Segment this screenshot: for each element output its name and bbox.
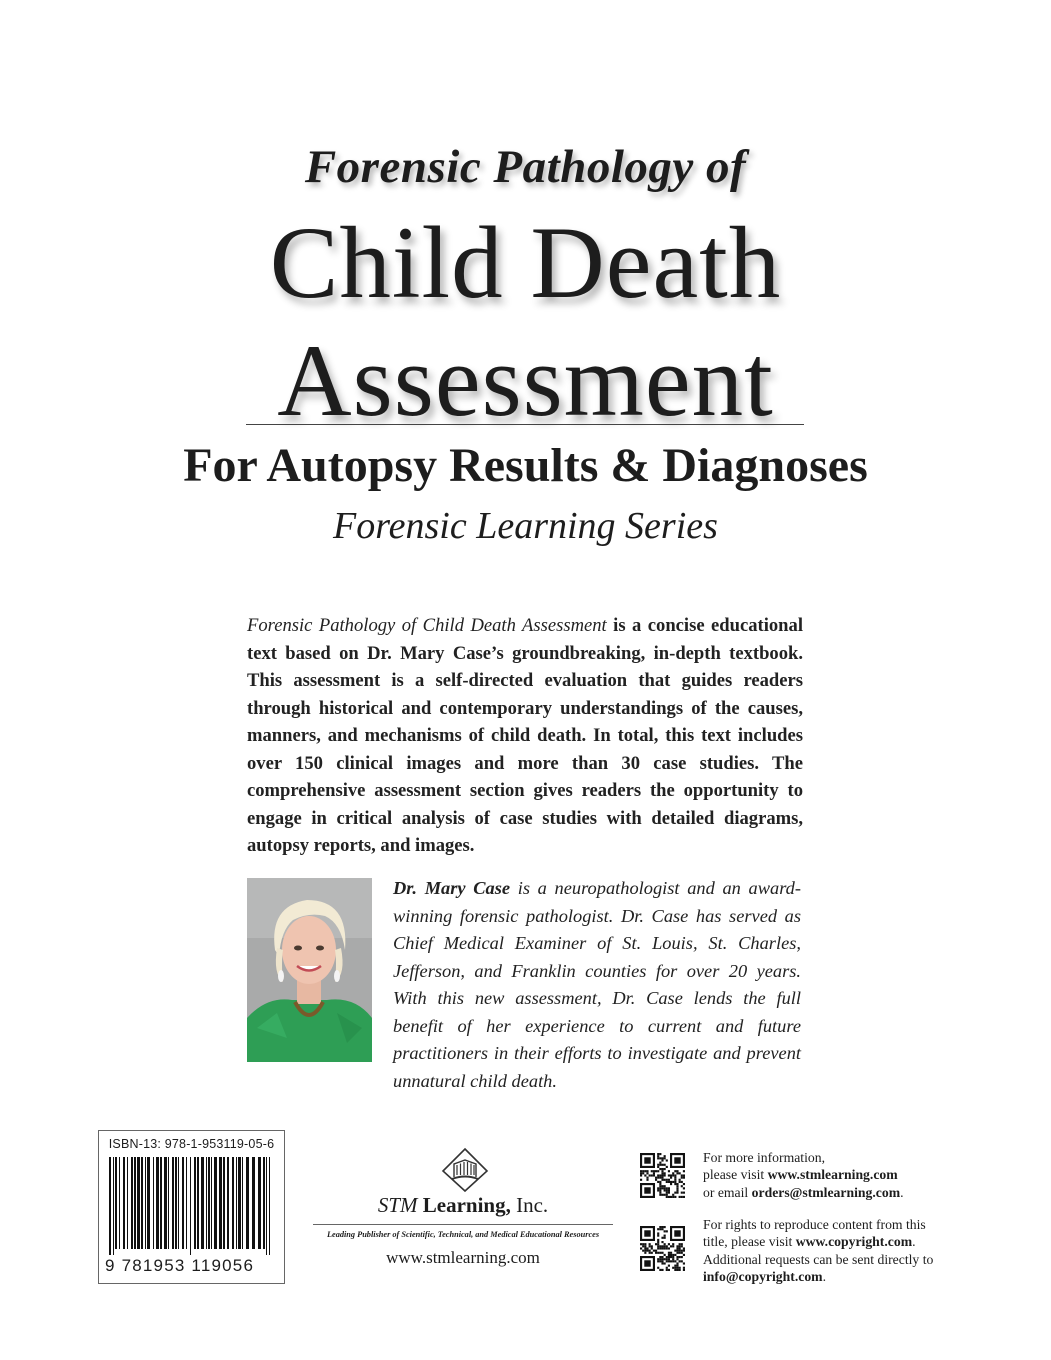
rights-line-1: For rights to reproduce content from this xyxy=(703,1217,926,1232)
author-bio-text: is a neuropathologist and an award-winning forensic pathologist. Dr. Case has served as Chief Medical Examiner of St. Louis, St. Charles, Jefferson, and Franklin counties for over 20 years. With this new assessment, Dr. Case lends the full benefit of her experience to current and future practitioners in their efforts to investigate and prevent unnatural child death. xyxy=(393,878,801,1091)
description-text: is a concise educational text based on Dr. Mary Case’s groundbreaking, in-depth textbook. This assessment is a self-directed evaluation that guides readers through historical and contemporary understandings of the causes, manners, and mechanisms of child death. In total, this text includes over 150 clinical images and more than 30 case studies. The comprehensive assessment section gives readers the opportunity to engage in critical analysis of case studies with detailed diagrams, autopsy reports, and images. xyxy=(247,615,803,856)
title-line-3: Assessment xyxy=(277,324,774,438)
barcode-image xyxy=(107,1157,275,1255)
series-name: Forensic Learning Series xyxy=(333,505,718,547)
rights-line-4-suffix: . xyxy=(822,1268,826,1284)
isbn-label: ISBN-13: 978-1-953119-05-6 xyxy=(108,1137,275,1151)
publisher-name xyxy=(313,1193,613,1218)
publisher-tagline: Leading Publisher of Scientific, Technical, and Medical Educational Resources xyxy=(326,1230,600,1239)
rights-email-link[interactable]: info@copyright.com xyxy=(703,1268,823,1284)
barcode-digits: 9 781953 119056 xyxy=(105,1256,255,1275)
author-bio xyxy=(393,875,801,1095)
title-line-2: Child Death xyxy=(269,206,782,320)
rights-info xyxy=(703,1216,953,1285)
subtitle: For Autopsy Results & Diagnoses xyxy=(183,439,868,492)
rights-line-2-prefix: title, please visit xyxy=(703,1234,796,1250)
title-line-1: Forensic Pathology of xyxy=(304,141,747,193)
contact-line-3-suffix: . xyxy=(900,1184,904,1200)
qr-code-icon xyxy=(640,1153,685,1198)
qr-code-icon xyxy=(640,1226,685,1271)
book-title-inline: Forensic Pathology of Child Death Assessment xyxy=(247,615,607,636)
publisher-divider xyxy=(313,1224,613,1225)
rights-line-3: Additional requests can be sent directly to xyxy=(703,1251,934,1267)
book-logo-icon xyxy=(441,1147,489,1193)
publisher-name-suffix: Inc. xyxy=(510,1193,549,1217)
publisher-name-italic: STM xyxy=(377,1193,418,1217)
author-name: Dr. Mary Case xyxy=(393,878,511,898)
rights-website-link[interactable]: www.copyright.com xyxy=(795,1234,913,1250)
book-description xyxy=(247,612,803,860)
rights-line-2-suffix: . xyxy=(912,1234,916,1250)
contact-line-2-prefix: please visit xyxy=(703,1167,768,1183)
title-divider xyxy=(246,424,804,425)
contact-email-link[interactable]: orders@stmlearning.com xyxy=(751,1184,901,1200)
author-photo xyxy=(247,878,372,1062)
contact-line-1: For more information, xyxy=(703,1150,826,1165)
barcode-box xyxy=(98,1130,285,1284)
contact-website-link[interactable]: www.stmlearning.com xyxy=(767,1167,898,1183)
publisher-url: www.stmlearning.com xyxy=(386,1248,540,1267)
contact-line-3-prefix: or email xyxy=(703,1184,752,1200)
publisher-name-bold: Learning, xyxy=(422,1193,511,1217)
contact-info xyxy=(703,1149,953,1201)
